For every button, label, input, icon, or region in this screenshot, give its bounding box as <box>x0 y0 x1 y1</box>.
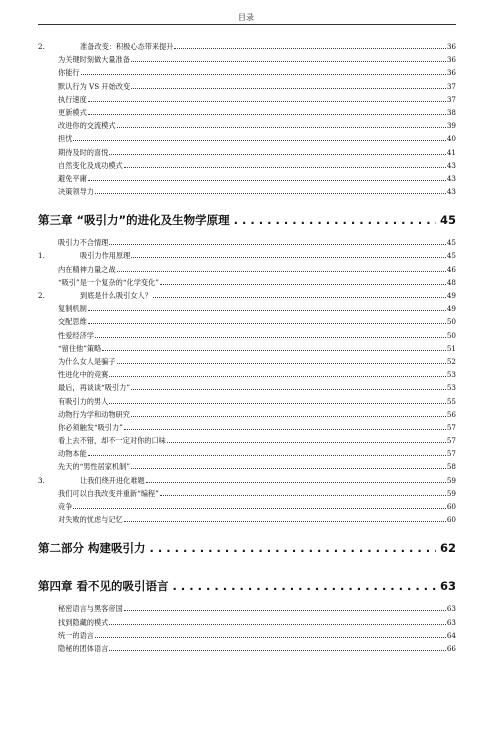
chapter-title: 第二部分 构建吸引力 <box>38 541 146 556</box>
toc-subsection-entry[interactable] <box>38 66 456 79</box>
toc-subsection-entry[interactable] <box>38 119 456 132</box>
page-number: 58 <box>446 462 456 472</box>
page-number: 63 <box>446 604 456 614</box>
dot-leader <box>124 610 446 611</box>
entry-title: 动物行为学和动物研究 <box>58 409 130 419</box>
page-header: 目录 <box>238 13 254 22</box>
toc-subsection-entry[interactable] <box>38 185 456 198</box>
header-divider <box>38 24 456 25</box>
toc-subsection-entry[interactable] <box>38 602 456 615</box>
page-number: 48 <box>446 277 456 287</box>
dot-leader <box>153 297 446 298</box>
dot-leader <box>88 323 446 324</box>
chapter-spacer <box>38 526 456 536</box>
dot-leader <box>88 455 446 456</box>
dot-leader <box>88 310 446 311</box>
entry-title: 隐秘的团体语言 <box>58 643 109 653</box>
page-number: 57 <box>446 422 456 432</box>
entry-title: 到底是什么吸引女人？ <box>80 291 152 300</box>
dot-leader <box>109 376 446 377</box>
dot-leader <box>131 257 446 258</box>
toc-section-entry[interactable] <box>38 289 456 302</box>
entry-title: 准备改变：积极心态带来提升 <box>80 42 174 51</box>
dot-leader <box>73 140 445 141</box>
page-number: 57 <box>446 449 456 459</box>
dot-leader <box>150 536 436 560</box>
dot-leader <box>88 114 446 115</box>
dot-leader <box>117 271 446 272</box>
dot-leader <box>160 284 446 285</box>
entry-title: “吸引”是一个复杂的“化学变化” <box>58 277 159 287</box>
toc-subsection-entry[interactable] <box>38 302 456 315</box>
section-number: 2. <box>38 291 45 300</box>
entry-title: 让我们绕开进化难题 <box>80 475 145 485</box>
dot-leader <box>95 337 446 338</box>
page-number: 57 <box>446 436 456 446</box>
toc-subsection-entry[interactable] <box>38 434 456 447</box>
dot-leader <box>124 429 446 430</box>
entry-title: 更新模式 <box>58 107 87 117</box>
toc-subsection-entry[interactable] <box>38 487 456 500</box>
entry-title: 竞争 <box>58 502 73 511</box>
page-number: 60 <box>446 502 456 511</box>
toc-subsection-entry[interactable] <box>38 315 456 328</box>
page-number: 45 <box>439 213 456 228</box>
page-number: 56 <box>446 409 456 419</box>
entry-title: 有吸引力的男人 <box>58 396 109 406</box>
dot-leader <box>131 88 446 89</box>
page-number: 60 <box>446 515 456 525</box>
page-number: 41 <box>446 147 456 157</box>
entry-title: 性爱经济学 <box>58 330 94 340</box>
toc-subsection-entry[interactable] <box>38 159 456 172</box>
toc-subsection-entry[interactable] <box>38 53 456 66</box>
toc-subsection-entry[interactable] <box>38 106 456 119</box>
entry-title: 决策领导力 <box>58 187 94 197</box>
dot-leader <box>88 180 446 181</box>
toc-subsection-entry[interactable] <box>38 80 456 93</box>
page-number: 36 <box>446 55 456 65</box>
section-number: 2. <box>38 42 45 51</box>
toc-subsection-entry[interactable] <box>38 513 456 526</box>
toc-subsection-entry[interactable] <box>38 460 456 473</box>
entry-title: 先天的“男性居家机制” <box>58 462 131 472</box>
page-number: 38 <box>446 107 456 117</box>
dot-leader <box>124 167 446 168</box>
chapter-spacer <box>38 564 456 574</box>
page-number: 64 <box>446 630 456 640</box>
page-number: 45 <box>446 251 456 261</box>
chapter-title: 第三章 “吸引力”的进化及生物学原理 <box>38 213 230 228</box>
toc-subsection-entry[interactable] <box>38 629 456 642</box>
dot-leader <box>173 574 436 598</box>
entry-title: 秘密语言与黑客帝国 <box>58 604 123 614</box>
dot-leader <box>102 350 446 351</box>
dot-leader <box>160 495 446 496</box>
table-of-contents <box>38 40 456 655</box>
dot-leader <box>95 637 446 638</box>
toc-section-entry[interactable] <box>38 249 456 262</box>
page-number: 49 <box>446 304 456 314</box>
toc-subsection-entry[interactable] <box>38 408 456 421</box>
page-number: 53 <box>446 370 456 380</box>
entry-title: 默认行为 VS 开始改变 <box>58 81 131 91</box>
page-number: 53 <box>446 383 456 393</box>
dot-leader <box>234 208 436 232</box>
toc-subsection-entry[interactable] <box>38 172 456 185</box>
toc-subsection-entry[interactable] <box>38 342 456 355</box>
page-number: 66 <box>446 643 456 653</box>
entry-title: 找到隐藏的模式 <box>58 617 109 627</box>
entry-title: 吸引力作用原理 <box>80 251 131 261</box>
toc-subsection-entry[interactable] <box>38 236 456 249</box>
section-number: 1. <box>38 251 45 261</box>
dot-leader <box>174 48 445 49</box>
page-number: 39 <box>446 121 456 131</box>
dot-leader <box>95 193 446 194</box>
page-number: 45 <box>446 238 456 248</box>
entry-title: 动物本能 <box>58 449 87 459</box>
entry-title: 自然变化及成功模式 <box>58 160 123 170</box>
toc-subsection-entry[interactable] <box>38 276 456 289</box>
toc-subsection-entry[interactable] <box>38 421 456 434</box>
page-number: 36 <box>446 68 456 78</box>
entry-title: 你能行 <box>58 68 80 78</box>
entry-title: 最后，再谈谈“吸引力” <box>58 383 131 393</box>
dot-leader <box>131 416 446 417</box>
toc-subsection-entry[interactable] <box>38 355 456 368</box>
toc-subsection-entry[interactable] <box>38 447 456 460</box>
entry-title: 吸引力不合情理 <box>58 238 109 248</box>
page-number: 50 <box>446 317 456 327</box>
page-number: 43 <box>446 160 456 170</box>
dot-leader <box>88 101 446 102</box>
toc-chapter-entry[interactable] <box>38 536 456 560</box>
toc-chapter-entry[interactable] <box>38 208 456 232</box>
entry-title: 为什么女人是骗子 <box>58 356 116 366</box>
toc-subsection-entry[interactable] <box>38 500 456 513</box>
page-number: 55 <box>446 396 456 406</box>
page-number: 59 <box>446 488 456 498</box>
dot-leader <box>109 624 446 625</box>
entry-title: 为关键时刻做大量准备 <box>58 55 130 65</box>
toc-subsection-entry[interactable] <box>38 642 456 655</box>
dot-leader <box>131 61 446 62</box>
dot-leader <box>117 363 446 364</box>
dot-leader <box>109 650 446 651</box>
toc-subsection-entry[interactable] <box>38 93 456 106</box>
page-number: 52 <box>446 356 456 366</box>
page-number: 51 <box>446 343 456 353</box>
dot-leader <box>109 403 446 404</box>
dot-leader <box>146 482 446 483</box>
toc-subsection-entry[interactable] <box>38 381 456 394</box>
entry-title: 性进化中的竞赛 <box>58 370 109 380</box>
page-number: 50 <box>446 330 456 340</box>
page-number: 40 <box>446 134 456 144</box>
page-number: 37 <box>446 94 456 104</box>
page-number: 59 <box>446 475 456 485</box>
toc-subsection-entry[interactable] <box>38 329 456 342</box>
section-number: 3. <box>38 475 45 485</box>
toc-subsection-entry[interactable] <box>38 616 456 629</box>
page-number: 46 <box>446 264 456 274</box>
entry-title: 内在精神力量之战 <box>58 264 116 274</box>
page-number: 43 <box>446 187 456 197</box>
toc-subsection-entry[interactable] <box>38 146 456 159</box>
entry-title: 你必须触发“吸引力” <box>58 422 123 432</box>
entry-title: 担忧 <box>58 134 73 144</box>
page-number: 37 <box>446 81 456 91</box>
page-number: 49 <box>446 291 456 300</box>
toc-subsection-entry[interactable] <box>38 395 456 408</box>
entry-title: 交配思维 <box>58 317 87 327</box>
entry-title: 期待及时的喜悦 <box>58 147 109 157</box>
entry-title: 执行速度 <box>58 94 87 104</box>
dot-leader <box>117 127 446 128</box>
chapter-spacer <box>38 198 456 208</box>
page-number: 63 <box>446 617 456 627</box>
toc-section-entry[interactable] <box>38 40 456 53</box>
entry-title: “留住他”策略 <box>58 343 102 353</box>
dot-leader <box>109 244 446 245</box>
entry-title: 改进你的交流模式 <box>58 121 116 131</box>
dot-leader <box>109 154 446 155</box>
dot-leader <box>124 521 446 522</box>
dot-leader <box>73 508 445 509</box>
entry-title: 对失败的忧虑与记忆 <box>58 515 123 525</box>
toc-section-entry[interactable] <box>38 474 456 487</box>
dot-leader <box>81 74 446 75</box>
entry-title: 避免平庸 <box>58 173 87 183</box>
entry-title: 复制机制 <box>58 304 87 314</box>
page-number: 43 <box>446 173 456 183</box>
toc-subsection-entry[interactable] <box>38 263 456 276</box>
toc-subsection-entry[interactable] <box>38 132 456 145</box>
entry-title: 我们可以自我改变并重新“编程” <box>58 488 159 498</box>
page-number: 36 <box>446 42 456 51</box>
dot-leader <box>131 468 446 469</box>
page-number: 63 <box>439 579 456 594</box>
dot-leader <box>167 442 446 443</box>
page-number: 62 <box>439 541 456 556</box>
toc-subsection-entry[interactable] <box>38 368 456 381</box>
dot-leader <box>131 389 446 390</box>
chapter-title: 第四章 看不见的吸引语言 <box>38 579 169 594</box>
entry-title: 统一的语言 <box>58 630 94 640</box>
entry-title: 看上去不错，却不一定对你的口味 <box>58 436 166 446</box>
toc-chapter-entry[interactable] <box>38 574 456 598</box>
